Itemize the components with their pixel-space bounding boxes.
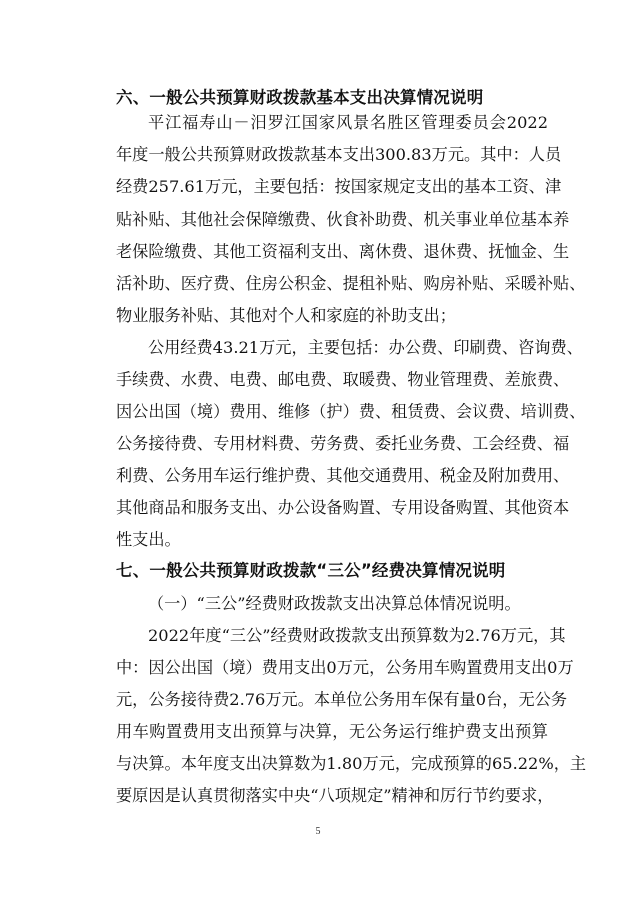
- section-6-para-2-line-1: 公用经费43.21万元，主要包括：办公费、印刷费、咨询费、: [148, 338, 583, 357]
- section-6-para-1-line-3: 经费257.61万元，主要包括：按国家规定支出的基本工资、津: [116, 177, 562, 196]
- section-6-para-2-line-7: 性支出。: [116, 530, 181, 549]
- section-6-para-2-line-5: 利费、公务用车运行维护费、其他交通费用、税金及附加费用、: [116, 466, 570, 485]
- section-7-para-line-5: 与决算。本年度支出决算数为1.80万元，完成预算的65.22%，主: [116, 754, 587, 773]
- section-7-heading: 七、一般公共预算财政拨款“三公”经费决算情况说明: [116, 561, 506, 580]
- section-7-para-line-6: 要原因是认真贯彻落实中央“八项规定”精神和厉行节约要求，: [116, 786, 554, 805]
- section-6-para-2-line-4: 公务接待费、专用材料费、劳务费、委托业务费、工会经费、福: [116, 434, 570, 453]
- section-7-para-line-1: 2022年度“三公”经费财政拨款支出预算数为2.76万元，其: [148, 626, 566, 645]
- section-6-para-1-line-5: 老保险缴费、其他工资福利支出、离休费、退休费、抚恤金、生: [116, 242, 570, 261]
- section-7-para-line-3: 元，公务接待费2.76万元。本单位公务用车保有量0台，无公务: [116, 690, 568, 709]
- section-6-para-2-line-6: 其他商品和服务支出、办公设备购置、专用设备购置、其他资本: [116, 498, 570, 517]
- section-6-para-1-line-1: 平江福寿山－汨罗江国家风景名胜区管理委员会2022: [148, 113, 548, 132]
- section-6-para-1-line-4: 贴补贴、其他社会保障缴费、伙食补助费、机关事业单位基本养: [116, 210, 570, 229]
- page-number: 5: [315, 826, 321, 837]
- section-6-heading: 六、一般公共预算财政拨款基本支出决算情况说明: [116, 88, 484, 107]
- section-7-para-line-2: 中：因公出国（境）费用支出0万元，公务用车购置费用支出0万: [116, 658, 574, 677]
- section-7-subheading: （一）“三公”经费财政拨款支出决算总体情况说明。: [148, 594, 521, 613]
- section-6-para-1-line-7: 物业服务补贴、其他对个人和家庭的补助支出；: [116, 306, 456, 325]
- section-6-para-1-line-6: 活补助、医疗费、住房公积金、提租补贴、购房补贴、采暖补贴、: [116, 274, 586, 293]
- section-6-para-1-line-2: 年度一般公共预算财政拨款基本支出300.83万元。其中：人员: [116, 145, 562, 164]
- section-7-para-line-4: 用车购置费用支出预算与决算，无公务运行维护费支出预算: [116, 722, 548, 741]
- section-6-para-2-line-2: 手续费、水费、电费、邮电费、取暖费、物业管理费、差旅费、: [116, 370, 570, 389]
- section-6-para-2-line-3: 因公出国（境）费用、维修（护）费、租赁费、会议费、培训费、: [116, 402, 586, 421]
